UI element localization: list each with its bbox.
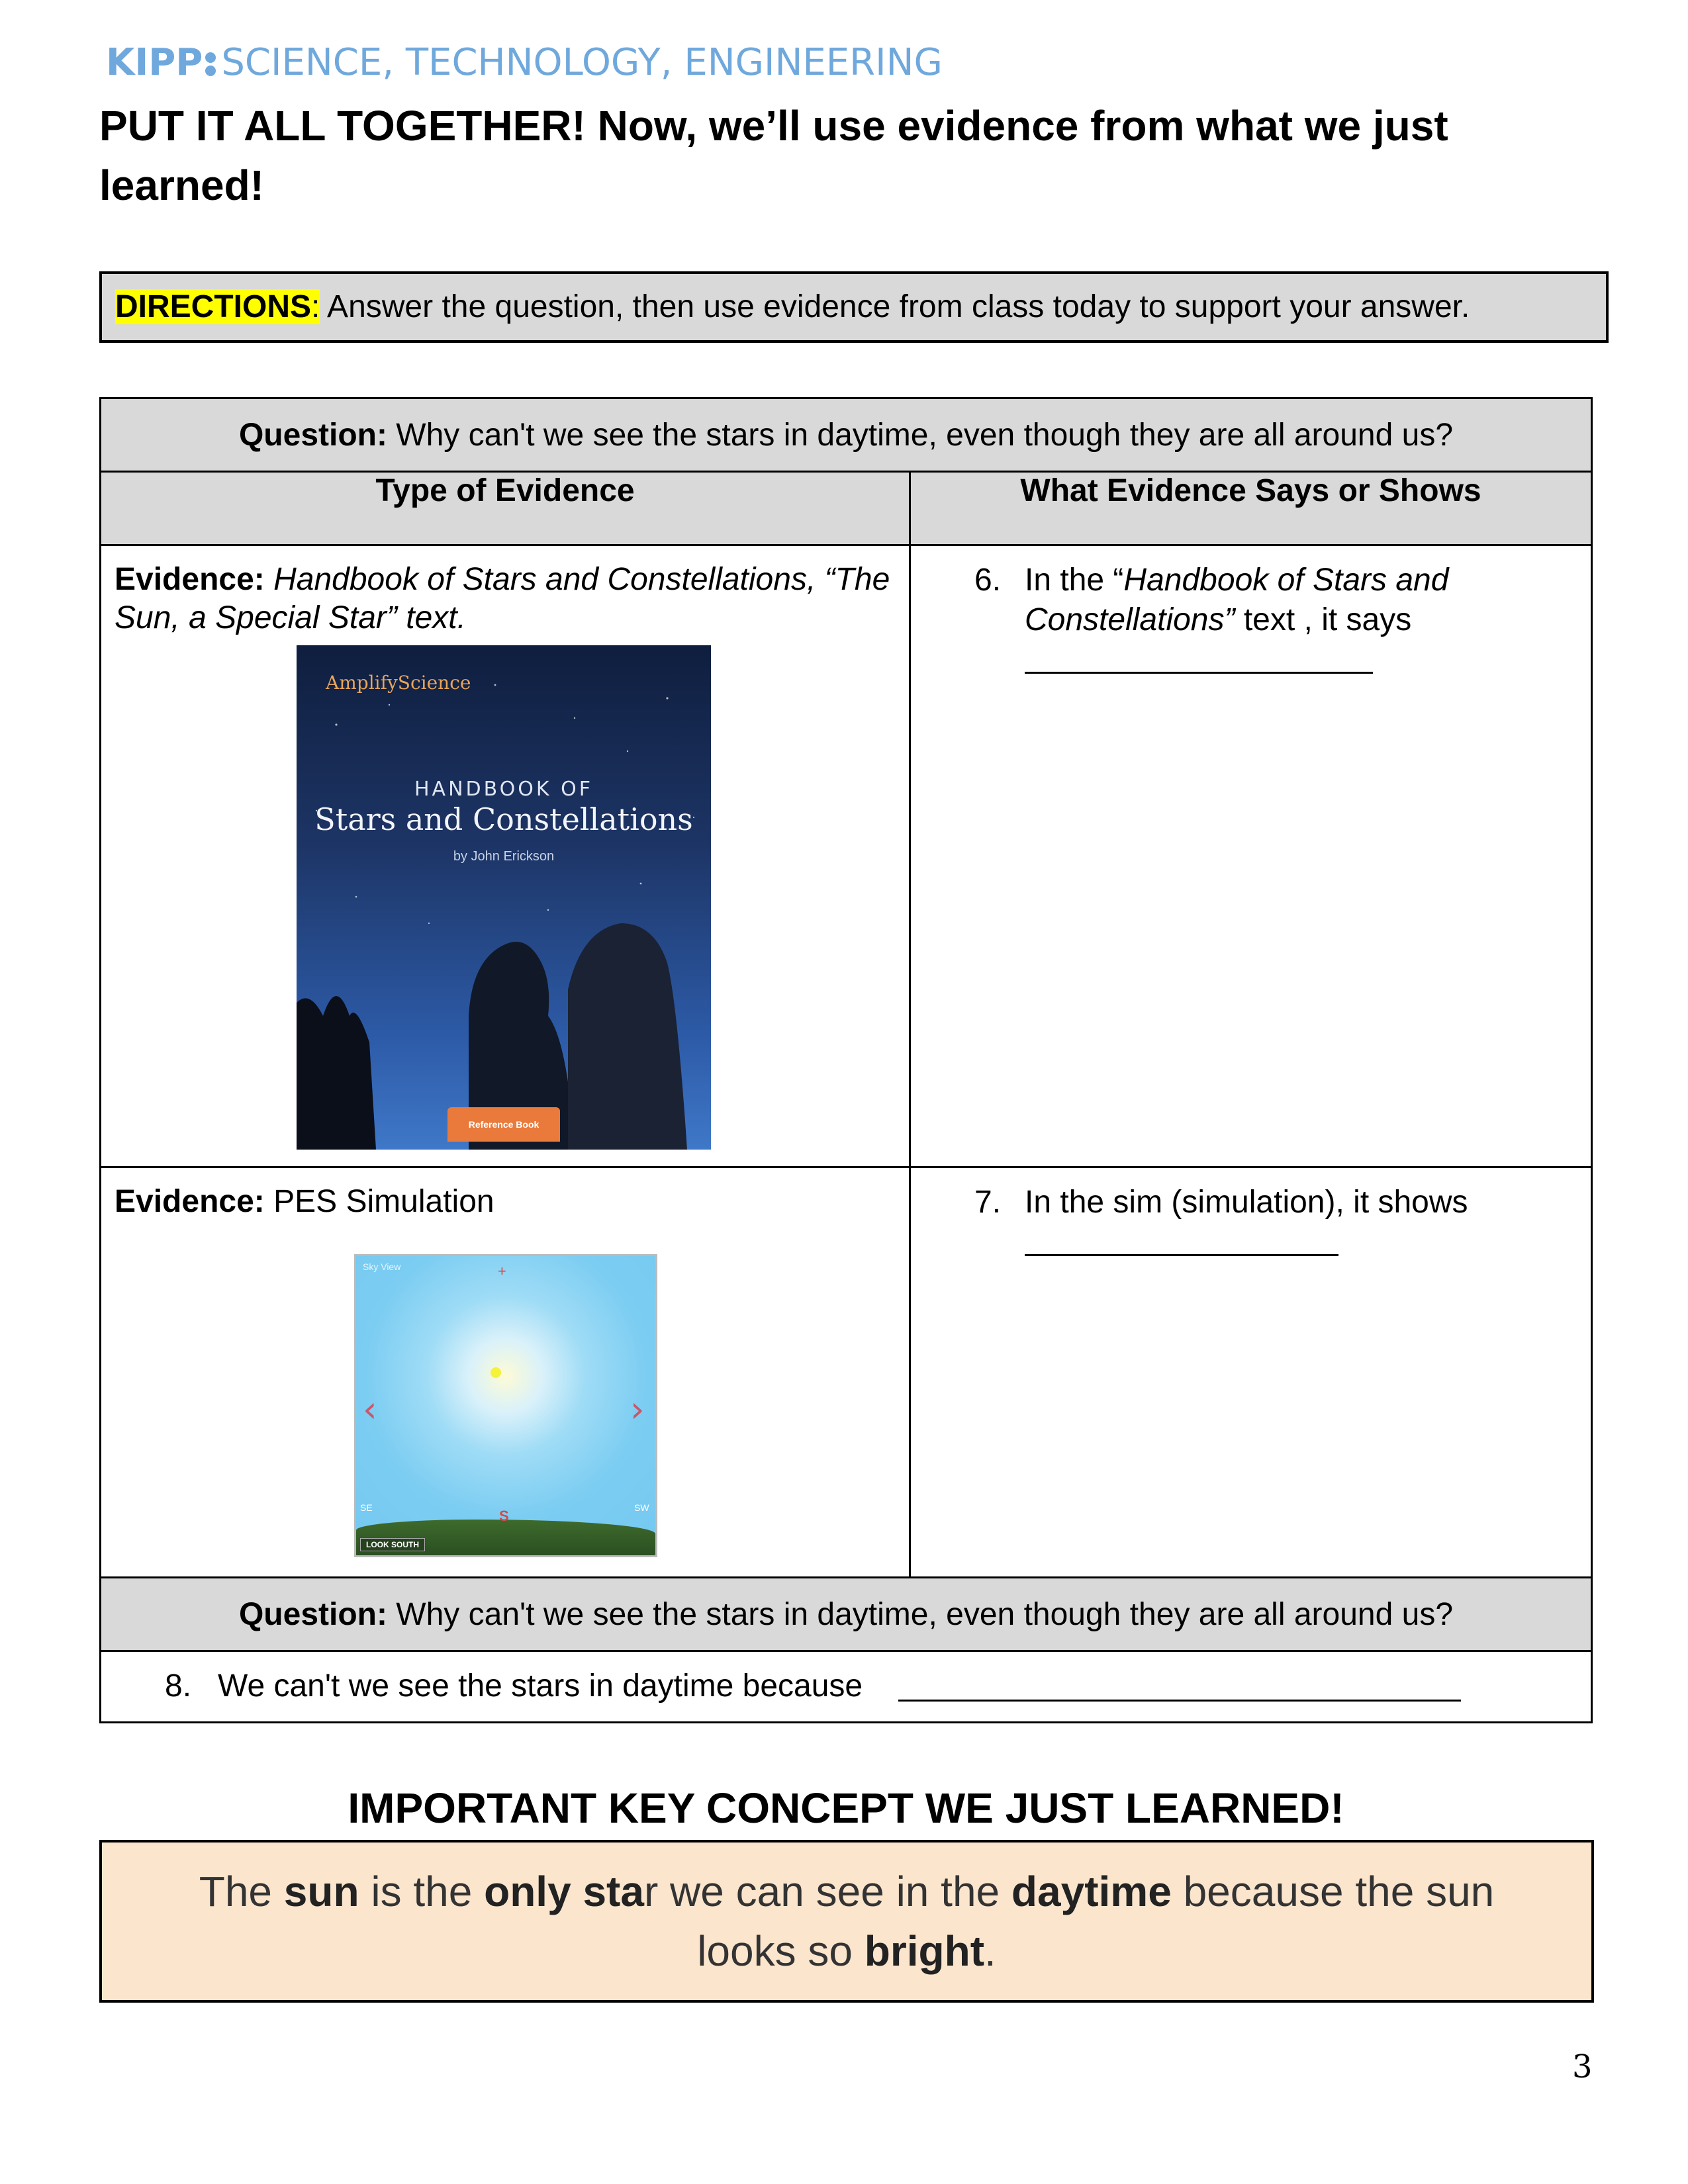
sim-label-se: SE	[360, 1502, 373, 1513]
evidence-sim-label: Evidence: PES Simulation	[115, 1184, 494, 1219]
handbook-cover-image	[297, 645, 711, 1150]
brand-subtitle: SCIENCE, TECHNOLOGY, ENGINEERING	[221, 41, 943, 84]
look-south-button: LOOK SOUTH	[360, 1538, 425, 1551]
key-concept-text: The sun is the only star we can see in the daytime because the sun looks so bright.	[199, 1868, 1495, 1975]
answer-blank-8[interactable]	[898, 1700, 1461, 1702]
evidence-cell-handbook	[101, 545, 910, 1167]
sim-zenith-marker: +	[498, 1263, 506, 1279]
chevron-right-icon: ›	[630, 1388, 645, 1430]
sun-icon	[491, 1367, 501, 1378]
chevron-left-icon: ‹	[363, 1388, 377, 1430]
page-title: PUT IT ALL TOGETHER! Now, we’ll use evidence from what we just learned!	[99, 102, 1448, 209]
evidence-handbook-label: Evidence: Handbook of Stars and Constellations, “The Sun, a Special Star” text.	[115, 562, 890, 635]
says-cell-handbook: 6. In the “Handbook of Stars and Constellations” text , it says	[910, 545, 1592, 1167]
question-text-repeat: Why can't we see the stars in daytime, even though they are all around us?	[387, 1596, 1454, 1632]
brand-dots-icon	[204, 50, 218, 76]
brand-kipp: KIPP	[106, 41, 203, 84]
book-brand: AmplifyScience	[326, 672, 471, 694]
question-label: Question:	[238, 417, 387, 453]
sim-label-south: S	[499, 1508, 509, 1524]
column-header-type: Type of Evidence	[101, 472, 910, 545]
question-text: Why can't we see the stars in daytime, even though they are all around us?	[387, 417, 1454, 453]
answer-blank-6[interactable]	[1025, 672, 1373, 674]
says-cell-simulation: 7. In the sim (simulation), it shows	[910, 1167, 1592, 1578]
sim-label-sw: SW	[634, 1502, 649, 1513]
column-header-says: What Evidence Says or Shows	[910, 472, 1592, 545]
answer-blank-7[interactable]	[1025, 1254, 1338, 1256]
directions-colon: :	[311, 289, 320, 324]
page-number: 3	[1572, 2048, 1593, 2085]
answer-row-8: 8. We can't we see the stars in daytime because	[101, 1651, 1592, 1723]
key-concept-box	[99, 1840, 1594, 2003]
directions-box	[99, 271, 1609, 343]
header-brand	[106, 41, 943, 84]
evidence-table	[99, 397, 1593, 1723]
question-row-repeat	[101, 1578, 1592, 1651]
evidence-cell-simulation	[101, 1167, 910, 1578]
book-title-large: Stars and Constellations	[314, 801, 693, 837]
reference-book-badge: Reference Book	[447, 1107, 560, 1142]
night-scene-illustration	[297, 645, 711, 1150]
book-author: by John Erickson	[453, 849, 555, 864]
sim-view-label: Sky View	[363, 1261, 401, 1272]
question-row	[101, 398, 1592, 472]
pes-simulation-image	[354, 1254, 657, 1557]
directions-text: Answer the question, then use evidence from class today to support your answer.	[320, 289, 1470, 324]
book-title-small: HANDBOOK OF	[414, 778, 593, 801]
question-label-repeat: Question:	[238, 1596, 387, 1632]
key-concept-heading: IMPORTANT KEY CONCEPT WE JUST LEARNED!	[348, 1784, 1344, 1832]
directions-label: DIRECTIONS	[115, 289, 312, 324]
